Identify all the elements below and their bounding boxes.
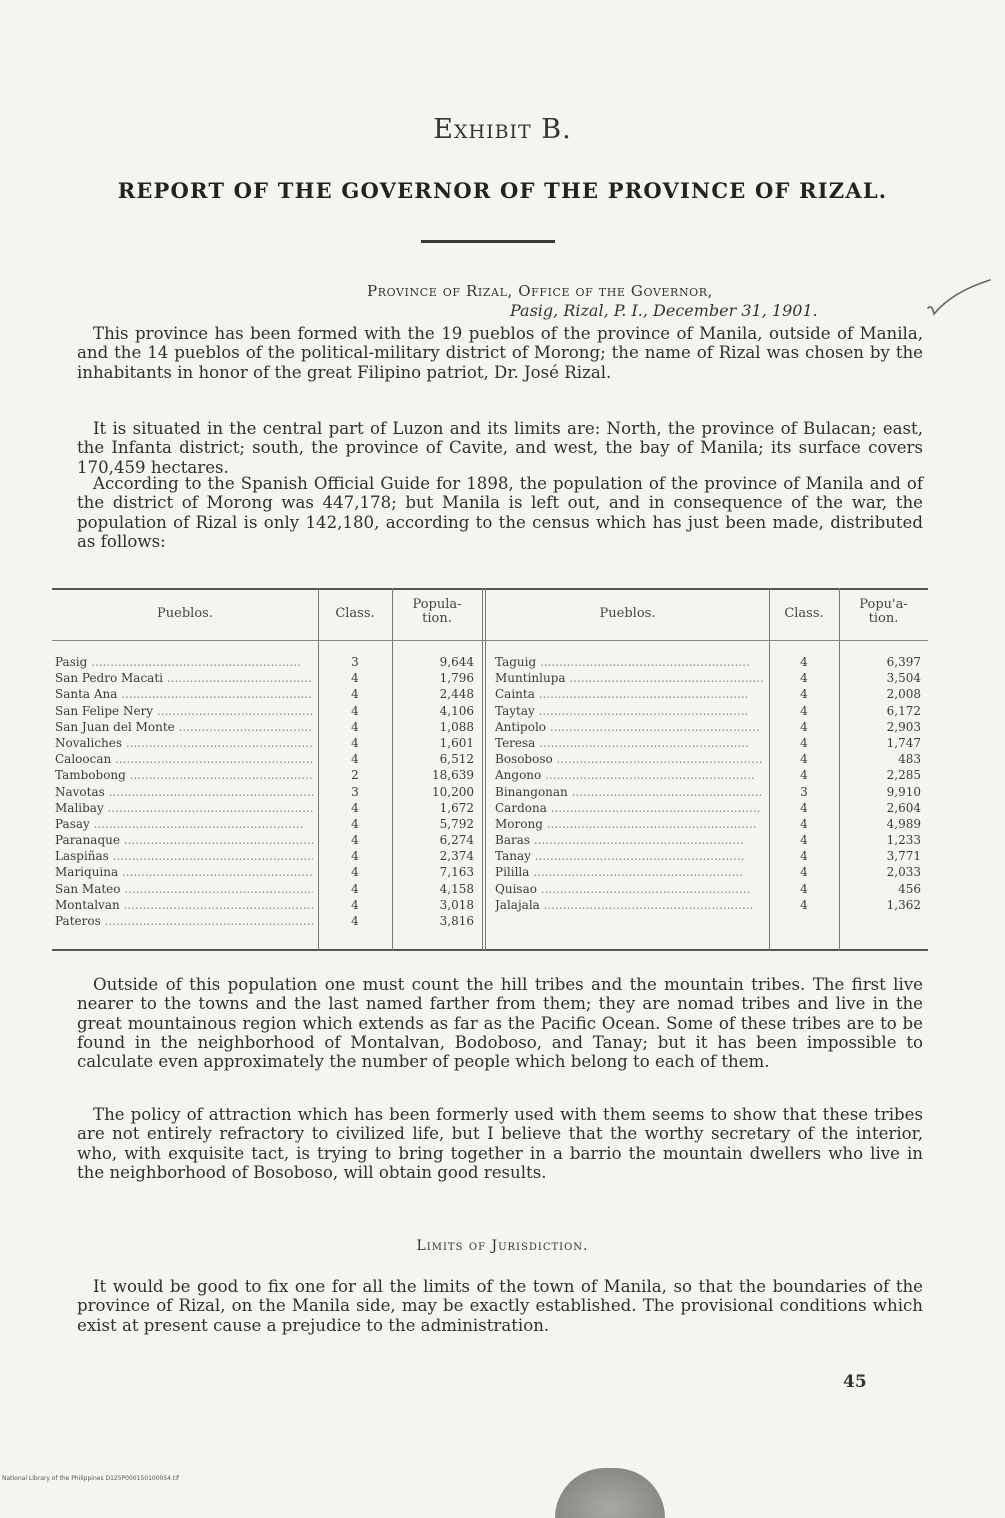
paragraph-formation: This province has been formed with the 19 pueblos of the province of Manila, outside of Manila, and the 14 pueblos of the political-military district of Morong; the name of Rizal was chosen by the inhabitants in honor of the great Filipino patriot, Dr. José Rizal. — [77, 324, 923, 382]
table-cell-class: 3 — [351, 655, 359, 669]
table-cell-pueblo: Tambobong ..... — [55, 767, 313, 783]
table-cell-pueblo: Pasay ..... — [55, 816, 313, 832]
table-cell-class: 3 — [351, 784, 359, 799]
table-cell-pueblo: Santa Ana ..... — [55, 686, 313, 702]
table-bottom-rule — [52, 949, 928, 951]
table-cell-pueblo: Cainta ..... — [495, 686, 763, 702]
table-cell-class: 4 — [800, 735, 808, 750]
table-cell-class: 4 — [351, 719, 359, 734]
table-cell-population: 1,362 — [886, 897, 921, 912]
dateline: Pasig, Rizal, P. I., December 31, 1901. — [510, 301, 818, 320]
table-cell-pueblo: Muntinlupa ..... — [495, 670, 763, 686]
table-cell-pueblo: Binangonan ..... — [495, 784, 763, 800]
table-cell-class: 4 — [351, 849, 359, 864]
table-cell-class: 4 — [351, 703, 359, 718]
table-cell-population: 2,285 — [886, 768, 921, 783]
table-cell-population: 1,601 — [439, 735, 474, 750]
table-cell-population: 7,163 — [439, 865, 474, 880]
table-cell-pueblo: Novaliches ..... — [55, 735, 313, 751]
table-cell-population: 5,792 — [439, 816, 474, 831]
table-cell-pueblo: Morong ..... — [495, 816, 763, 832]
table-cell-pueblo: Montalvan ..... — [55, 897, 313, 913]
section-heading-limits: Limits of Jurisdiction. — [416, 1238, 589, 1254]
table-cell-class: 4 — [351, 816, 359, 831]
table-cell-class: 4 — [351, 687, 359, 702]
table-cell-class: 4 — [351, 881, 359, 896]
paragraph-population: According to the Spanish Official Guide for 1898, the population of the province of Manila and of the district of Morong was 447,178; but Manila is left out, and in consequence of the war, the population of Rizal is only 142,180, according to the census which has just been made, distributed as follows: — [77, 474, 923, 551]
table-cell-population: 1,233 — [886, 833, 921, 848]
table-cell-class: 4 — [351, 914, 359, 928]
table-cell-population: 2,604 — [886, 800, 921, 815]
table-cell-class: 4 — [800, 881, 808, 896]
table-cell-pueblo: Mariquina ..... — [55, 864, 313, 880]
table-cell-population: 18,639 — [432, 768, 474, 783]
table-cell-class: 4 — [800, 897, 808, 912]
table-cell-pueblo: Pililla ..... — [495, 864, 763, 880]
table-cell-population: 4,989 — [886, 816, 921, 831]
table-cell-pueblo: Taguig ..... — [495, 654, 763, 670]
table-cell-pueblo: San Mateo ..... — [55, 881, 313, 897]
paragraph-policy: The policy of attraction which has been formerly used with them seems to show that these tribes are not entirely refractory to civilized life, but I believe that the worthy secretary of the interior, who, with exquisite tact, is trying to bring together in a barrio the mountain dwellers who live in the neighborhood of Bosoboso, will obtain good results. — [77, 1105, 923, 1182]
table-cell-population: 6,274 — [439, 833, 474, 848]
table-cell-class: 2 — [351, 768, 359, 783]
table-cell-pueblo: Pasig ..... — [55, 654, 313, 670]
scan-footer: National Library of the Philippines D125P000150100054.tif — [2, 1475, 180, 1482]
table-cell-class: 4 — [800, 671, 808, 686]
population-column-left — [392, 654, 474, 929]
header-population-left: Popula- tion. — [412, 597, 462, 626]
table-cell-class: 3 — [800, 784, 808, 799]
table-cell-population: 2,008 — [886, 687, 921, 702]
table-cell-population: 3,018 — [439, 897, 474, 912]
table-cell-class: 4 — [800, 687, 808, 702]
header-pueblos-left: Pueblos. — [157, 606, 213, 621]
table-cell-class: 4 — [351, 897, 359, 912]
table-cell-population: 2,374 — [439, 849, 474, 864]
table-cell-class: 4 — [800, 752, 808, 767]
header-class-right: Class. — [784, 606, 824, 621]
table-cell-pueblo: Caloocan ..... — [55, 751, 313, 767]
table-cell-pueblo: Quisao ..... — [495, 881, 763, 897]
table-cell-class: 4 — [351, 752, 359, 767]
table-cell-population: 9,910 — [886, 784, 921, 799]
table-cell-population: 6,397 — [886, 655, 921, 669]
office-line: Province of Rizal, Office of the Governor, — [367, 282, 714, 300]
table-cell-class: 4 — [351, 833, 359, 848]
table-divider — [485, 588, 486, 951]
pencil-checkmark-icon — [926, 278, 992, 320]
table-cell-pueblo: Bosoboso ..... — [495, 751, 763, 767]
page-number: 45 — [843, 1372, 867, 1392]
table-cell-class: 4 — [351, 735, 359, 750]
header-pueblos-right: Pueblos. — [599, 606, 656, 621]
table-top-rule — [52, 588, 928, 590]
table-cell-pueblo: San Pedro Macati ..... — [55, 670, 313, 686]
table-cell-pueblo: Cardona ..... — [495, 800, 763, 816]
table-cell-class: 4 — [351, 865, 359, 880]
table-cell-class: 4 — [800, 849, 808, 864]
table-cell-population: 3,504 — [886, 671, 921, 686]
table-cell-population: 9,644 — [439, 655, 474, 669]
table-cell-pueblo: Taytay ..... — [495, 703, 763, 719]
table-cell-class: 4 — [800, 655, 808, 669]
table-divider — [482, 588, 483, 951]
table-cell-pueblo: Antipolo ..... — [495, 719, 763, 735]
report-title: REPORT OF THE GOVERNOR OF THE PROVINCE OF RIZAL. — [117, 178, 888, 203]
paragraph-tribes: Outside of this population one must count the hill tribes and the mountain tribes. The first live nearer to the towns and the last named farther from them; they are nomad tribes and live in the great mountainous region which extends as far as the Pacific Ocean. Some of these tribes are to be found in the neighborhood of Montalvan, Bodoboso, and Tanay; but it has been impossible to calculate even approximately the number of people which belong to each of them. — [77, 975, 923, 1072]
table-cell-pueblo: Laspiñas ..... — [55, 848, 313, 864]
title-rule — [421, 240, 555, 243]
table-cell-class: 4 — [800, 816, 808, 831]
table-cell-pueblo: San Felipe Nery ..... — [55, 703, 313, 719]
table-cell-pueblo: Teresa ..... — [495, 735, 763, 751]
table-cell-class: 4 — [351, 671, 359, 686]
table-cell-population: 6,172 — [886, 703, 921, 718]
table-cell-population: 1,747 — [886, 735, 921, 750]
table-cell-class: 4 — [800, 833, 808, 848]
paragraph-limits: It would be good to fix one for all the limits of the town of Manila, so that the boundaries of the province of Rizal, on the Manila side, may be exactly established. The provisional conditions which exist at present cause a prejudice to the administration. — [77, 1277, 923, 1335]
pueblo-column-right — [495, 654, 763, 913]
population-column-right — [839, 654, 921, 913]
table-cell-pueblo: Angono ..... — [495, 767, 763, 783]
table-cell-population: 456 — [898, 881, 921, 896]
pueblo-column-left — [55, 654, 313, 929]
table-cell-population: 4,106 — [439, 703, 474, 718]
table-cell-population: 6,512 — [439, 752, 474, 767]
table-cell-pueblo: Jalajala ..... — [495, 897, 763, 913]
population-table — [52, 588, 928, 951]
table-cell-population: 2,903 — [886, 719, 921, 734]
table-cell-population: 2,448 — [439, 687, 474, 702]
table-cell-pueblo: Tanay ..... — [495, 848, 763, 864]
table-cell-class: 4 — [351, 800, 359, 815]
table-cell-pueblo: Paranaque ..... — [55, 832, 313, 848]
table-cell-pueblo: San Juan del Monte ..... — [55, 719, 313, 735]
table-header-rule — [52, 640, 928, 641]
table-cell-population: 2,033 — [886, 865, 921, 880]
table-cell-pueblo: Pateros ..... — [55, 913, 313, 929]
table-cell-class: 4 — [800, 865, 808, 880]
table-cell-class: 4 — [800, 800, 808, 815]
table-cell-population: 3,771 — [886, 849, 921, 864]
table-cell-population: 1,672 — [439, 800, 474, 815]
table-cell-population: 1,088 — [439, 719, 474, 734]
scanner-thumb — [555, 1468, 665, 1518]
table-cell-class: 4 — [800, 703, 808, 718]
table-cell-pueblo: Navotas ..... — [55, 784, 313, 800]
table-cell-population: 483 — [898, 752, 921, 767]
header-class-left: Class. — [335, 606, 375, 621]
table-cell-population: 4,158 — [439, 881, 474, 896]
table-cell-class: 4 — [800, 719, 808, 734]
header-population-right: Popu'a- tion. — [859, 597, 908, 626]
table-cell-pueblo: Malibay ..... — [55, 800, 313, 816]
table-cell-pueblo: Baras ..... — [495, 832, 763, 848]
table-cell-population: 1,796 — [439, 671, 474, 686]
class-column-right — [769, 654, 839, 913]
paragraph-location: It is situated in the central part of Luzon and its limits are: North, the province of Bulacan; east, the Infanta district; south, the province of Cavite, and west, the bay of Manila; its surface covers 170,459 hectares. — [77, 419, 923, 477]
exhibit-label: Exhibit B. — [433, 114, 572, 145]
table-cell-population: 3,816 — [439, 914, 474, 928]
class-column-left — [318, 654, 392, 929]
table-cell-class: 4 — [800, 768, 808, 783]
table-cell-population: 10,200 — [432, 784, 474, 799]
